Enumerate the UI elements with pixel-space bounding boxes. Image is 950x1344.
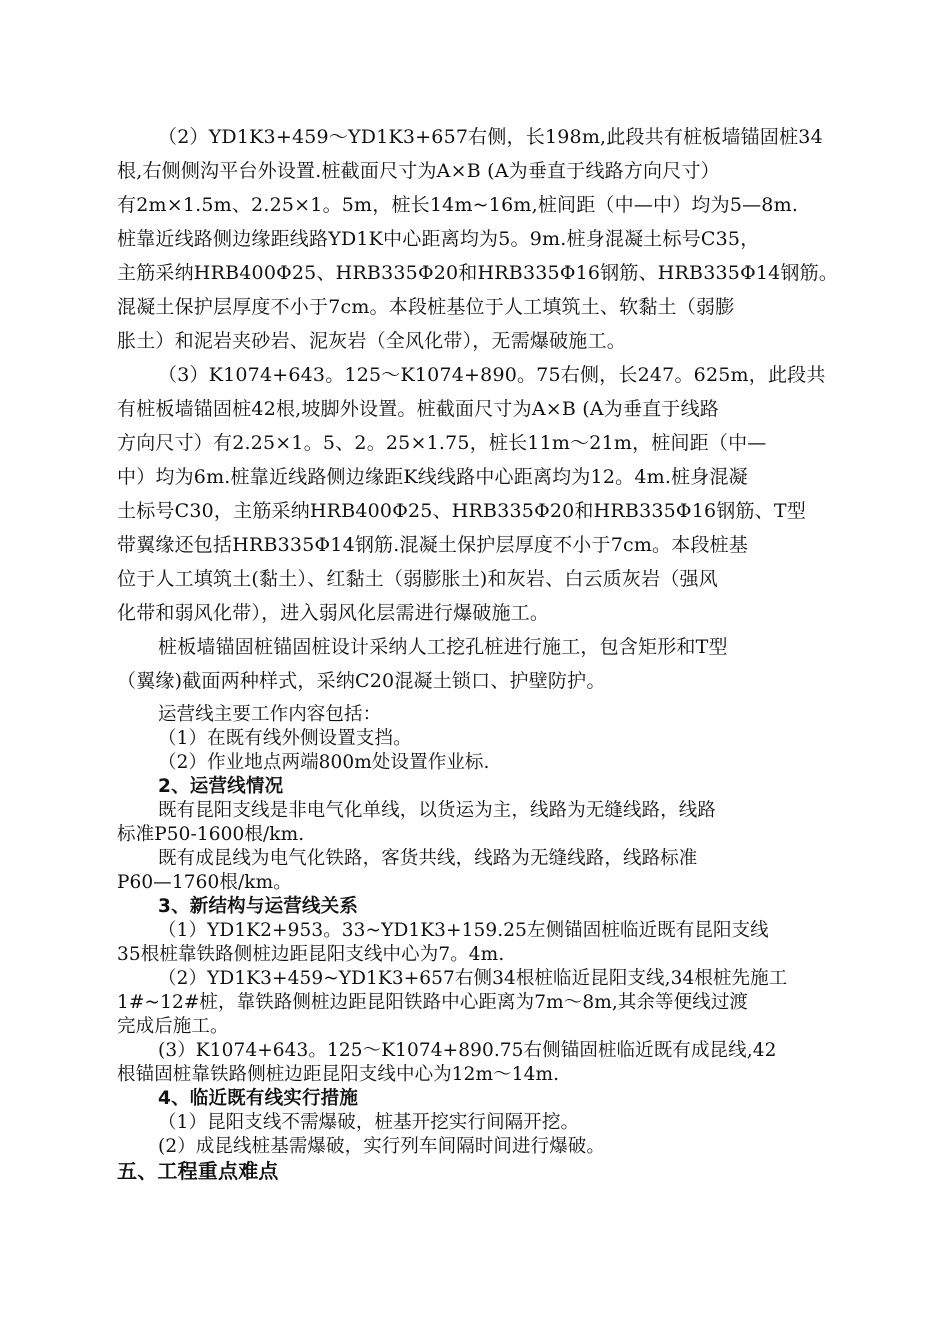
section-heading: 2、运营线情况 xyxy=(158,776,284,797)
paragraph-line: 35根桩靠铁路侧桩边距昆阳支线中心为7。4m. xyxy=(117,944,505,965)
section-heading: 3、新结构与运营线关系 xyxy=(158,896,359,917)
list-item: （1）昆阳支线不需爆破，桩基开挖实行间隔开挖。 xyxy=(158,1112,580,1133)
section-heading: 4、临近既有线实行措施 xyxy=(158,1088,359,1109)
paragraph-line: 主筋采纳HRB400Φ25、HRB335Φ20和HRB335Φ16钢筋、HRB335Φ14钢筋。 xyxy=(117,262,839,284)
paragraph-line: 根,右侧侧沟平台外设置.桩截面尺寸为A×B (A为垂直于线路方向尺寸） xyxy=(117,160,720,182)
paragraph-line: (3）K1074+643。125～K1074+890.75右侧锚固桩临近既有成昆线,42 xyxy=(158,1040,777,1061)
paragraph-line: 混凝土保护层厚度不小于7cm。本段桩基位于人工填筑土、软黏土（弱膨 xyxy=(117,296,735,318)
chapter-heading: 五、工程重点难点 xyxy=(117,1159,279,1183)
paragraph-line: （2）YD1K3+459～YD1K3+657右侧，长198m,此段共有桩板墙锚固桩34 xyxy=(158,126,823,148)
paragraph-line: 完成后施工。 xyxy=(117,1016,229,1037)
paragraph-line: （3）K1074+643。125～K1074+890。75右侧，长247。625m，此段共 xyxy=(158,364,826,386)
paragraph-line: 标准P50-1600根/km. xyxy=(117,824,305,845)
paragraph-line: 化带和弱风化带），进入弱风化层需进行爆破施工。 xyxy=(117,602,550,624)
paragraph-line: 既有成昆线为电气化铁路，客货共线，线路为无缝线路，线路标准 xyxy=(158,848,698,869)
paragraph-line: 胀土）和泥岩夹砂岩、泥灰岩（全风化带），无需爆破施工。 xyxy=(117,330,626,352)
paragraph-line: 方向尺寸）有2.25×1。5、2。25×1.75，桩长11m～21m，桩间距（中— xyxy=(117,432,767,454)
paragraph-line: 位于人工填筑土(黏土）、红黏土（弱膨胀土)和灰岩、白云质灰岩（强风 xyxy=(117,568,718,590)
paragraph-line: 土标号C30，主筋采纳HRB400Φ25、HRB335Φ20和HRB335Φ16钢筋、T型 xyxy=(117,500,806,522)
paragraph-line: 运营线主要工作内容包括： xyxy=(158,704,382,725)
list-item: （2）作业地点两端800m处设置作业标. xyxy=(158,752,490,773)
paragraph-line: 带翼缘还包括HRB335Φ14钢筋.混凝土保护层厚度不小于7cm。本段桩基 xyxy=(117,534,749,556)
paragraph-line: 根锚固桩靠铁路侧桩边距昆阳支线中心为12m～14m. xyxy=(117,1064,560,1085)
paragraph-line: 1#~12#桩，靠铁路侧桩边距昆阳铁路中心距离为7m～8m,其余等便线过渡 xyxy=(117,992,749,1013)
paragraph-line: 既有昆阳支线是非电气化单线，以货运为主，线路为无缝线路，线路 xyxy=(158,800,717,821)
paragraph-line: （2）YD1K3+459~YD1K3+657右侧34根桩临近昆阳支线,34根桩先施工 xyxy=(158,968,788,989)
paragraph-line: 桩靠近线路侧边缘距线路YD1K中心距离均为5。9m.桩身混凝土标号C35， xyxy=(117,228,760,250)
list-item: （1）在既有线外侧设置支挡。 xyxy=(158,728,412,749)
paragraph-line: 有2m×1.5m、2.25×1。5m，桩长14m~16m,桩间距（中—中）均为5—8m. xyxy=(117,194,799,216)
paragraph-line: 有桩板墙锚固桩42根,坡脚外设置。桩截面尺寸为A×B (A为垂直于线路 xyxy=(117,398,719,420)
paragraph-line: （翼缘)截面两种样式，采纳C20混凝土锁口、护壁防护。 xyxy=(117,670,606,692)
paragraph-line: 桩板墙锚固桩锚固桩设计采纳人工挖孔桩进行施工，包含矩形和T型 xyxy=(158,636,728,658)
paragraph-line: 中）均为6m.桩靠近线路侧边缘距K线线路中心距离均为12。4m.桩身混凝 xyxy=(117,466,748,488)
list-item: (2）成昆线桩基需爆破，实行列车间隔时间进行爆破。 xyxy=(158,1136,605,1157)
paragraph-line: P60—1760根/km。 xyxy=(117,872,292,893)
paragraph-line: （1）YD1K2+953。33~YD1K3+159.25左侧锚固桩临近既有昆阳支线 xyxy=(158,920,769,941)
